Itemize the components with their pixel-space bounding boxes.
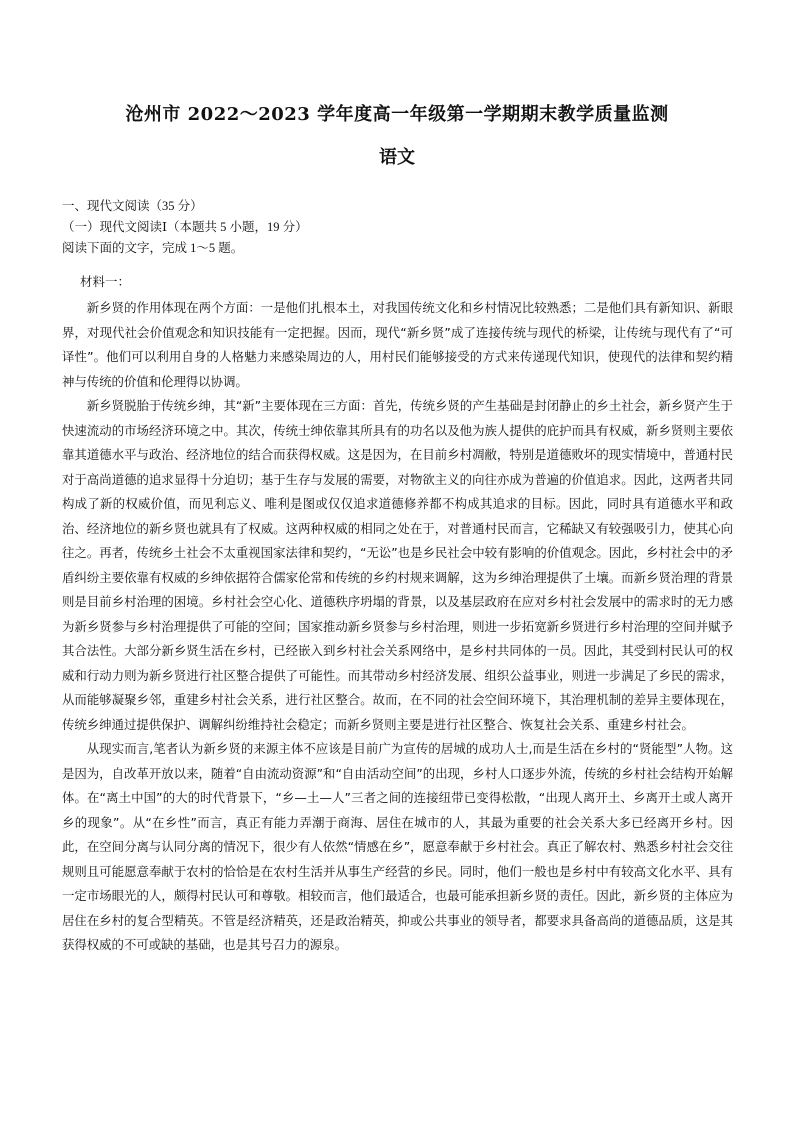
subsection-heading: （一）现代文阅读Ⅰ（本题共 5 小题，19 分）	[62, 220, 308, 234]
subject-heading: 语文	[379, 147, 415, 168]
passage-paragraph: 新乡贤脱胎于传统乡绅，其“新”主要体现在三方面：首先，传统乡贤的产生基础是封闭静止的乡土社会，新乡贤产生于快速流动的市场经济环境之中。其次，传统士绅依靠其所具有的功名以及他为族人提供的庇护而具有权威，新乡贤则主要依靠其道德水平与政治、经济地位的结合而获得权威。这是因为，在目前乡村凋敝，特别是道德败坏的现实情境中，普通村民对于高尚道德的追求显得十分迫切；基于生存与发展的需要，对物欲主义的向往亦成为普遍的价值追求。因此，这两者共同构成了新的权威价值，而见利忘义、唯利是图或仅仅追求道德修养都不构成其追求的目标。因此，同时具有道德水平和政治、经济地位的新乡贤也就具有了权威。这两种权威的相同之处在于，对普通村民而言，它稀缺又有较强吸引力，使其心向往之。再者，传统乡土社会不太重视国家法律和契约，“无讼”也是乡民社会中较有影响的价值观念。因此，乡村社会中的矛盾纠纷主要依靠有权威的乡绅依据符合儒家伦常和传统的乡约村规来调解，这为乡绅治理提供了土壤。而新乡贤治理的背景则是目前乡村治理的困境。乡村社会空心化、道德秩序坍塌的背景，以及基层政府在应对乡村社会发展中的需求时的无力感为新乡贤参与乡村治理提供了可能的空间；国家推动新乡贤参与乡村治理，则进一步拓宽新乡贤进行乡村治理的空间并赋予其合法性。大部分新乡贤生活在乡村，已经嵌入到乡村社会关系网络中，是乡村共同体的一员。因此，其受到村民认可的权威和行动力则为新乡贤进行社区整合提供了可能性。而其带动乡村经济发展、组织公益事业，则进一步满足了乡民的需求，从而能够凝聚乡邻，重建乡村社会关系，进行社区整合。故而，在不同的社会空间环境下，其治理机制的差异主要体现在，传统乡绅通过提供保护、调解纠纷维持社会稳定；而新乡贤则主要是进行社区整合、恢复社会关系、重建乡村社会。	[62, 398, 733, 732]
section-info	[62, 196, 762, 259]
passage-body	[62, 296, 733, 958]
section-heading: 一、现代文阅读（35 分）	[62, 199, 203, 213]
passage-paragraph: 从现实而言,笔者认为新乡贤的来源主体不应该是目前广为宣传的居城的成功人士,而是生活在乡村的“贤能型”人物。这是因为，自改革开放以来，随着“自由流动资源”和“自由活动空间”的出现，乡村人口逐步外流，传统的乡村社会结构开始解体。在“离土中国”的大的时代背景下，“乡—土—人”三者之间的连接纽带已变得松散，“出现人离开土、乡离开土或人离开乡的现象”。从“在乡性”而言，真正有能力弄潮于商海、居住在城市的人，其最为重要的社会关系大多已经离开乡村。因此，在空间分离与认同分离的情况下，很少有人依然“情感在乡”，愿意奉献于乡村社会。真正了解农村、熟悉乡村社会交往规则且可能愿意奉献于农村的恰恰是在农村生活并从事生产经营的乡民。同时，他们一般也是乡村中有较高文化水平、具有一定市场眼光的人，颇得村民认可和尊敬。相较而言，他们最适合，也最可能承担新乡贤的责任。因此，新乡贤的主体应为居住在乡村的复合型精英。不管是经济精英，还是政治精英，抑或公共事业的领导者，都要求具备高尚的道德品质，这是其获得权威的不可或缺的基础，也是其号召力的源泉。	[62, 741, 733, 952]
reading-instruction: 阅读下面的文字，完成 1～5 题。	[62, 241, 244, 255]
material-label: 材料一：	[80, 274, 131, 289]
exam-title: 沧州市 2022～2023 学年度高一年级第一学期期末教学质量监测	[125, 104, 669, 125]
passage-paragraph: 新乡贤的作用体现在两个方面：一是他们扎根本土，对我国传统文化和乡村情况比较熟悉；二是他们具有新知识、新眼界，对现代社会价值观念和知识技能有一定把握。因而，现代“新乡贤”成了连接传统与现代的桥梁，让传统与现代有了“可译性”。他们可以利用自身的人格魅力来感染周边的人，用村民们能够接受的方式来传递现代知识，使现代的法律和契约精神与传统的价值和伦理得以协调。	[62, 300, 733, 389]
